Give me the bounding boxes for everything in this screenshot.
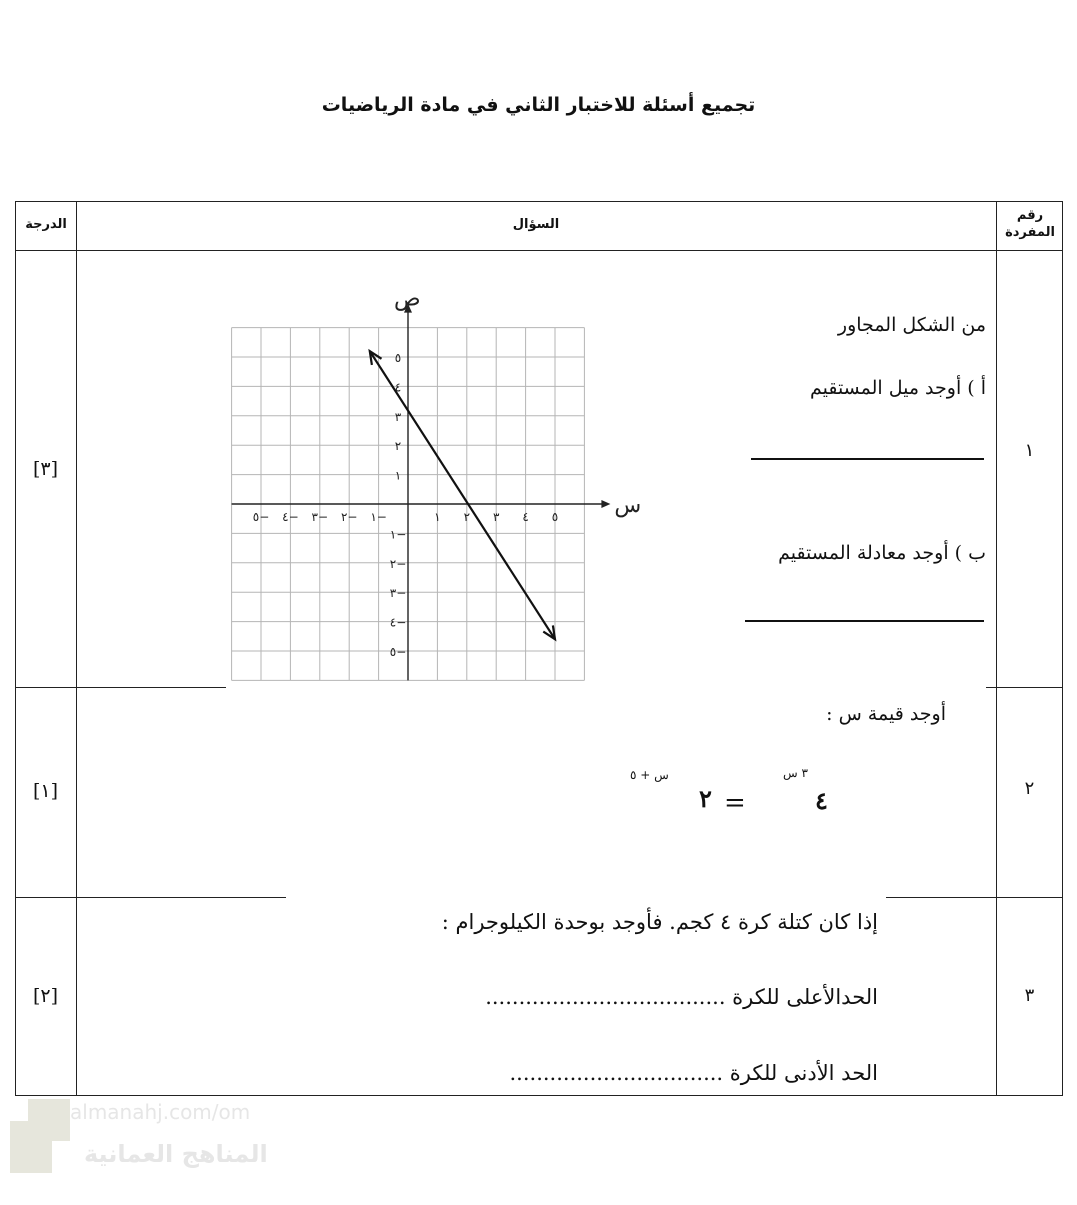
lhs-base: ٤ [815,786,828,815]
x-tick-label: ٤− [282,510,299,524]
answer-blank-b[interactable] [745,620,984,622]
x-tick-label: ٣− [311,510,329,524]
row-2-prompt: أوجد قيمة س : [826,703,946,725]
header-question: السؤال [512,217,560,232]
row-divider [16,687,226,688]
row-1-part-a: أ ) أوجد ميل المستقيم [809,377,986,399]
watermark-brand: المناهج العمانية [84,1140,268,1168]
row-2-grade: [١] [32,780,59,802]
x-tick-label: ٣ [492,510,500,524]
line-arrow-end-icon [543,625,555,639]
x-tick-label: ١− [370,510,387,524]
y-tick-label: ٥ [394,351,402,365]
y-tick-label: ١− [389,527,407,542]
row-3-lower-bound[interactable]: الحد الأدنى للكرة ................................ [509,1061,878,1085]
x-tick-label: ١ [434,510,441,524]
x-tick-label: ٢− [340,510,358,524]
y-tick-label: ٣ [394,409,402,424]
row-2-number: ٢ [1024,778,1035,799]
row-divider [986,687,1062,688]
y-tick-label: ٤− [389,615,407,630]
rhs-base: ٢ [699,784,712,813]
header-grade: الدرجة [25,217,67,232]
coordinate-graph [200,283,650,688]
answer-blank-a[interactable] [751,458,984,460]
column-divider [996,202,997,1095]
y-tick-label: ٢− [389,556,407,571]
y-tick-label: ٣− [389,586,407,601]
x-tick-label: ٥ [551,510,559,524]
line-arrow-start-icon [370,351,382,365]
column-divider [76,202,77,1095]
x-tick-label: ٤ [522,510,529,524]
x-tick-label: ٢ [463,510,471,524]
y-tick-label: ٢ [394,439,402,454]
y-tick-label: ٤ [394,380,402,395]
row-divider [16,897,286,898]
row-3-grade: [٢] [32,985,59,1007]
lhs-exponent: ٣ س [783,766,808,780]
row-3-number: ٣ [1024,985,1035,1006]
row-1-grade: [٣] [32,458,59,480]
y-tick-label: ٥− [389,645,407,659]
row-1-intro: من الشكل المجاور [837,314,986,336]
row-3-upper-bound[interactable]: الحدالأعلى للكرة .................................... [485,985,878,1009]
page-title: تجميع أسئلة للاختبار الثاني في مادة الرياضيات [321,94,756,116]
row-3-prompt: إذا كان كتلة كرة ٤ كجم. فأوجد بوحدة الكيلوجرام : [441,910,878,934]
x-axis-arrow-icon [601,500,610,508]
row-1-number: ١ [1024,440,1035,461]
x-tick-label: ٥− [252,510,270,524]
x-axis-label: س [614,493,642,518]
equals-sign: = [724,788,746,818]
y-tick-label: ١ [394,468,402,483]
row-divider [886,897,1062,898]
y-axis-label: ص [394,286,421,312]
rhs-exponent: س + ٥ [630,768,669,782]
header-item-number: رقم المفردة [1005,208,1055,240]
header-divider [16,250,1062,251]
row-1-part-b: ب ) أوجد معادلة المستقيم [778,542,986,564]
watermark-url: almanahj.com/om [70,1100,251,1124]
